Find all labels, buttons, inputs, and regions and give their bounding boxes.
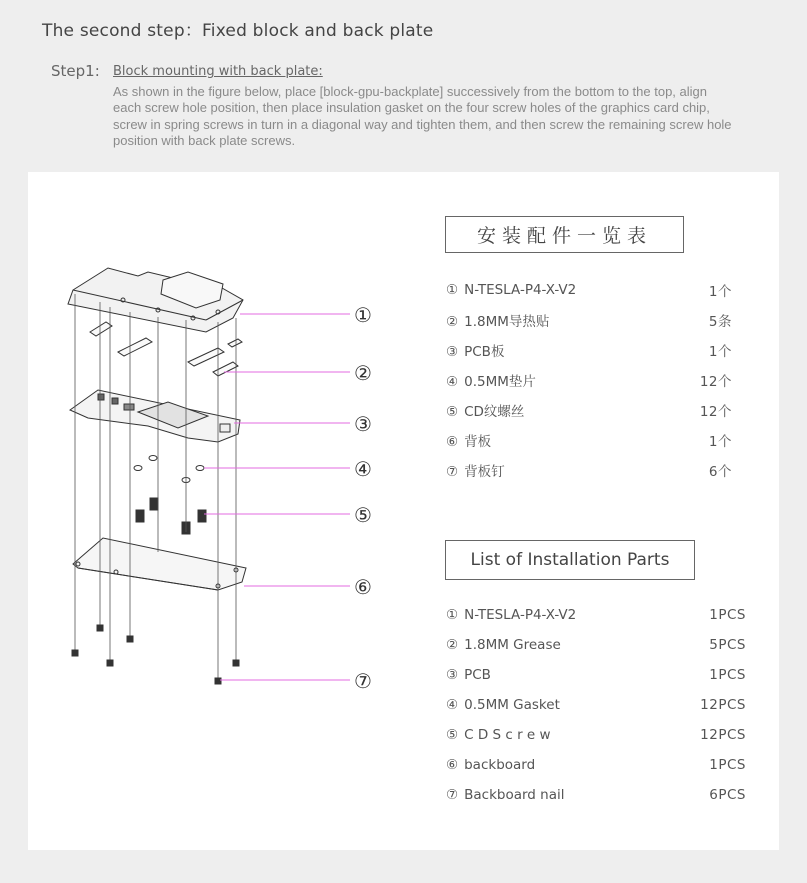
thermal-pads-drawing (90, 322, 242, 376)
callout-4: ④ (354, 457, 372, 481)
list-item: ④ 0.5MM Gasket 12PCS (446, 697, 746, 713)
list-item: ② 1.8MM导热贴 5条 (446, 314, 732, 330)
list-item: ⑤ C D S c r e w 12PCS (446, 727, 746, 743)
list-item: ⑥ 背板 1个 (446, 434, 732, 450)
callout-2: ② (354, 361, 372, 385)
page-heading: The second step：Fixed block and back plate (42, 21, 434, 41)
list-item: ⑦ Backboard nail 6PCS (446, 787, 746, 803)
list-item: ② 1.8MM Grease 5PCS (446, 637, 746, 653)
list-item: ⑦ 背板钉 6个 (446, 464, 732, 480)
list-item: ① N-TESLA-P4-X-V2 1PCS (446, 607, 746, 623)
callout-7: ⑦ (354, 669, 372, 693)
pcb-drawing (70, 390, 240, 442)
list-item: ③ PCB板 1个 (446, 344, 732, 360)
parts-list-cn (446, 275, 746, 485)
parts-list-en (446, 600, 746, 810)
step-label: Step1: (51, 62, 100, 80)
parts-table-title-cn: 安装配件一览表 (445, 216, 684, 253)
callout-3: ③ (354, 412, 372, 436)
list-item: ④ 0.5MM垫片 12个 (446, 374, 732, 390)
step-title: Block mounting with back plate: (113, 64, 323, 79)
content-panel (28, 172, 779, 850)
backplate-drawing (73, 538, 246, 590)
parts-table-title-en: List of Installation Parts (445, 540, 695, 580)
spring-screws-drawing (136, 498, 206, 534)
callout-6: ⑥ (354, 575, 372, 599)
exploded-assembly-diagram (28, 172, 428, 850)
list-item: ⑥ backboard 1PCS (446, 757, 746, 773)
list-item: ① N-TESLA-P4-X-V2 1个 (446, 282, 732, 300)
list-item: ③ PCB 1PCS (446, 667, 746, 683)
step-description: As shown in the figure below, place [block-gpu-backplate] successively from the bottom to the top, align each screw hole position, then place insulation gasket on the four screw holes of the graphics card chip, screw in spring screws in turn in a diagonal way and tighten them, and then screw the remaining screw hole position with back plate screws. (113, 84, 732, 149)
water-block-drawing (68, 268, 243, 332)
backboard-nails-drawing (72, 625, 239, 684)
callout-5: ⑤ (354, 503, 372, 527)
gaskets-drawing (134, 456, 204, 483)
list-item: ⑤ CD纹螺丝 12个 (446, 404, 732, 420)
callout-1: ① (354, 303, 372, 327)
